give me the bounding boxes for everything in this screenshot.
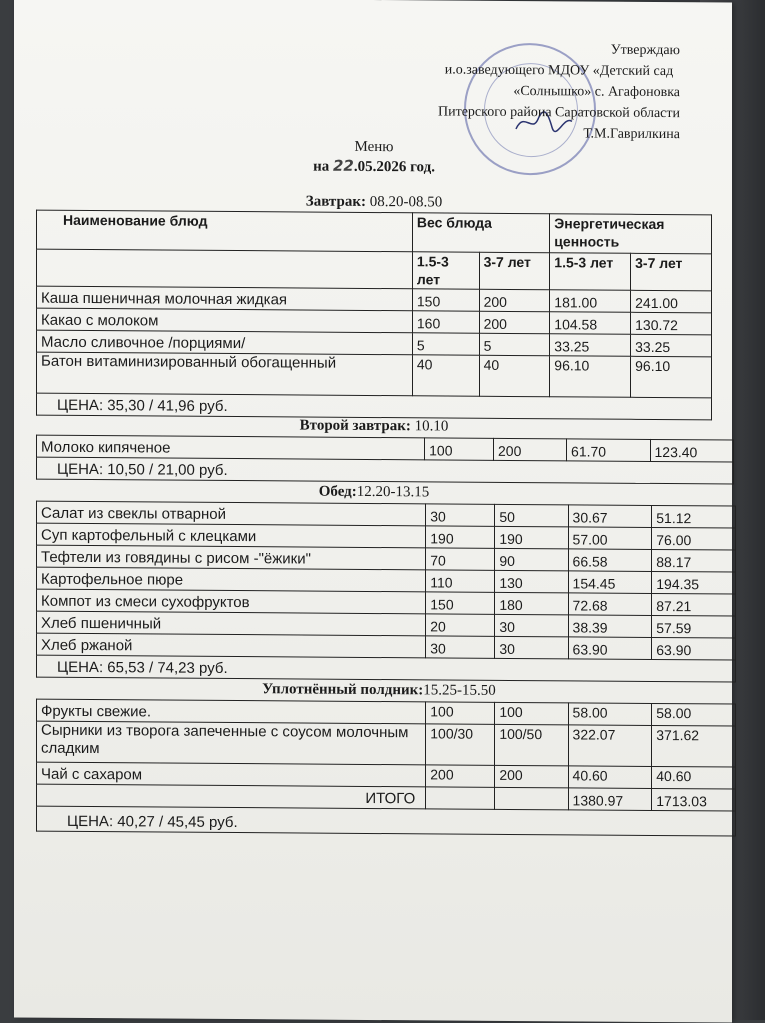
dish-name: Хлеб ржаной [37,633,426,658]
snack-time: 15.25-15.50 [423,682,496,699]
energy-3-7: 96.10 [631,356,712,398]
weight-1-5: 190 [426,526,495,548]
energy-3-7: 51.12 [652,505,736,528]
lunch-time: 12.20-13.15 [356,483,430,501]
header-empty [37,249,413,289]
weight-1-5: 150 [412,289,479,311]
table-row [37,721,736,767]
weight-1-5: 20 [426,614,495,636]
dish-name: Каша пшеничная молочная жидкая [37,286,413,311]
energy-3-7: 241.00 [631,290,712,313]
weight-3-7: 5 [479,333,550,355]
dish-name: Картофельное пюре [37,567,426,592]
energy-1-5: 322.07 [568,725,652,767]
energy-1-5: 63.90 [568,637,652,660]
energy-3-7: 123.40 [650,439,734,462]
approve-line-2: и.о.заведующего МДОУ «Детский сад [444,62,674,80]
total-weight-1-5 [426,787,495,809]
energy-1-5: 181.00 [550,290,631,313]
approval-block [438,38,680,145]
weight-1-5: 110 [426,570,495,592]
header-age-1-5: 1.5-3 лет [412,252,479,289]
breakfast-table [36,210,712,421]
date-day-handwritten: 22 [332,156,354,175]
weight-1-5: 70 [426,548,495,570]
weight-3-7: 50 [495,504,568,527]
header-energy-age-3-7: 3-7 лет [631,253,712,291]
breakfast-price: ЦЕНА: 35,30 / 41,96 руб. [37,393,712,420]
weight-3-7: 200 [494,438,567,461]
energy-3-7: 76.00 [652,527,736,550]
total-weight-3-7 [495,787,568,810]
total-label: ИТОГО [37,784,426,809]
menu-title [294,137,454,177]
menu-sheet [14,0,732,1023]
second-breakfast-price: ЦЕНА: 10,50 / 21,00 руб. [37,457,734,484]
energy-3-7: 87.21 [652,593,736,616]
energy-1-5: 57.00 [568,527,652,550]
weight-1-5: 100 [425,438,494,460]
approve-line-3: «Солнышко» с. Агафоновка [513,83,680,101]
dish-name: Хлеб пшеничный [37,611,426,636]
weight-1-5: 30 [426,636,495,658]
weight-1-5: 5 [412,333,479,355]
dish-name: Салат из свеклы отварной [37,501,426,526]
weight-3-7: 130 [495,570,568,593]
header-age-3-7: 3-7 лет [479,252,550,289]
weight-3-7: 180 [495,592,568,615]
header-dish-name: Наименование блюд [37,210,413,252]
energy-3-7: 130.72 [631,312,712,335]
energy-1-5: 40.60 [568,766,652,789]
weight-3-7: 200 [495,765,568,788]
approve-line-1: Утверждаю [610,42,680,59]
weight-3-7: 100 [495,702,568,725]
lunch-price: ЦЕНА: 65,53 / 74,23 руб. [37,655,736,682]
weight-3-7: 200 [479,289,550,311]
weight-1-5: 100 [426,702,495,724]
dish-name: Тефтели из говядины с рисом -"ёжики" [37,545,426,570]
approve-line-5: Т.М.Гаврилкина [583,126,680,143]
table-row [37,352,712,398]
section-second-breakfast-title [254,417,494,436]
weight-1-5: 160 [412,311,479,333]
weight-3-7: 30 [495,614,568,637]
weight-3-7: 40 [479,355,550,396]
section-breakfast-title [274,193,474,211]
dish-name: Суп картофельный с клецками [37,523,426,548]
dish-name: Масло сливочное /порциями/ [37,330,413,355]
energy-1-5: 61.70 [567,439,650,462]
date-prefix: на [313,158,330,175]
weight-3-7: 90 [495,548,568,571]
dish-name: Сырники из творога запеченные с соусом молочным сладким [37,721,426,765]
dish-name: Фрукты свежие. [37,699,426,724]
snack-price: ЦЕНА: 40,27 / 45,45 руб. [37,806,736,836]
energy-1-5: 30.67 [568,505,652,528]
second-breakfast-table [36,435,734,485]
dish-name: Молоко кипяченое [37,435,425,460]
lunch-table [36,501,736,683]
energy-3-7: 57.59 [652,615,736,638]
section-lunch-title [254,483,494,502]
energy-1-5: 66.58 [568,549,652,572]
energy-1-5: 33.25 [550,334,631,357]
second-breakfast-label: Второй завтрак: [299,417,411,435]
weight-1-5: 200 [426,765,495,787]
weight-3-7: 30 [495,636,568,659]
energy-3-7: 88.17 [652,549,736,572]
weight-1-5: 150 [426,592,495,614]
header-energy-age-1-5: 1.5-3 лет [550,253,631,291]
weight-1-5: 30 [426,504,495,526]
energy-1-5: 58.00 [568,703,652,726]
breakfast-time: 08.20-08.50 [369,193,443,211]
energy-3-7: 194.35 [652,571,736,594]
dish-name: Компот из смеси сухофруктов [37,589,426,614]
dish-name: Какао с молоком [37,308,413,333]
menu-heading: Меню [354,138,394,156]
energy-3-7: 33.25 [631,334,712,357]
date-rest: .05.2026 год. [353,158,435,176]
energy-1-5: 72.68 [568,593,652,616]
menu-date [294,156,454,177]
header-weight: Вес блюда [412,213,549,253]
total-energy-1-5: 1380.97 [568,788,652,811]
section-snack-title [214,681,544,700]
energy-1-5: 104.58 [550,312,631,335]
weight-1-5: 100/30 [426,724,495,765]
weight-1-5: 40 [412,355,479,396]
lunch-label: Обед: [318,483,357,500]
energy-1-5: 154.45 [568,571,652,594]
energy-3-7: 63.90 [652,637,736,660]
weight-3-7: 190 [495,526,568,549]
weight-3-7: 200 [479,311,550,333]
energy-1-5: 96.10 [550,356,631,398]
snack-table [36,699,736,837]
dish-name: Батон витаминизированный обогащенный [37,352,413,396]
total-energy-3-7: 1713.03 [652,788,736,811]
energy-1-5: 38.39 [568,615,652,638]
breakfast-label: Завтрак: [305,193,366,210]
energy-3-7: 58.00 [652,703,736,726]
header-energy: Энергетическая ценность [550,214,712,254]
weight-3-7: 100/50 [495,724,568,766]
dish-name: Чай с сахаром [37,762,426,787]
energy-3-7: 40.60 [652,766,736,789]
energy-3-7: 371.62 [652,725,736,767]
approve-line-4: Питерского района Саратовской области [437,104,680,122]
snack-label: Уплотнённый полдник: [262,681,424,699]
second-breakfast-time: 10.10 [414,418,449,435]
